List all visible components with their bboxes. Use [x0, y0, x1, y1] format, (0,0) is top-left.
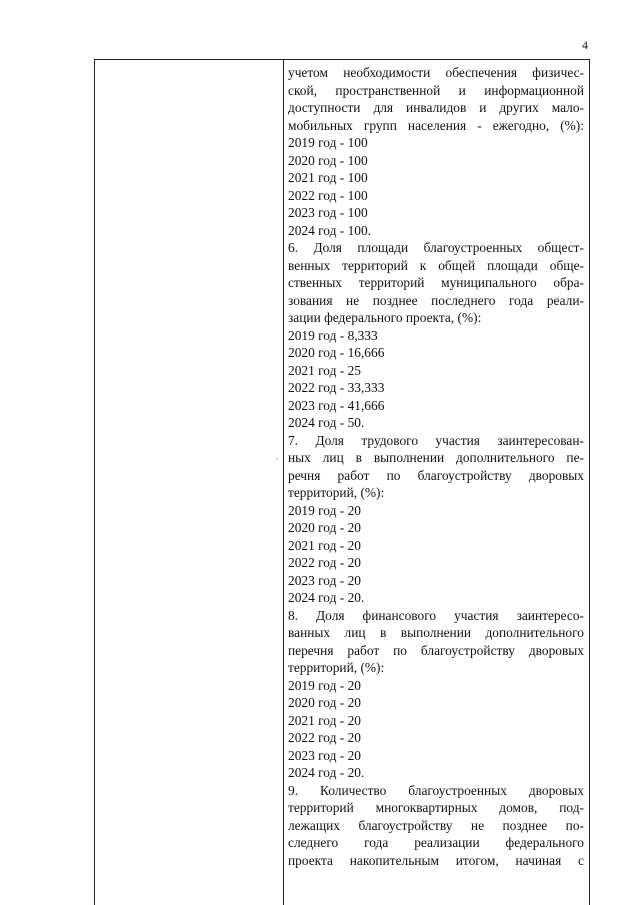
text-line: 2024 год - 100. [288, 222, 371, 238]
text-line: 2021 год - 20 [288, 712, 361, 728]
text-line: ской, пространственной и информационной [288, 82, 584, 98]
text-line: 2022 год - 100 [288, 187, 368, 203]
table-left-cell [95, 60, 284, 905]
text-line: 2019 год - 8,333 [288, 327, 378, 343]
text-line: 9. Количество благоустроенных дворовых [288, 782, 584, 798]
text-line: территорий многоквартирных домов, под- [288, 800, 584, 815]
text-line: 2019 год - 20 [288, 502, 361, 518]
text-line: 6. Доля площади благоустроенных общест- [288, 240, 584, 255]
text-line: ственных территорий муниципального обра- [288, 275, 584, 290]
text-line: перечня работ по благоустройству дворовых [288, 642, 584, 658]
text-line: 2020 год - 20 [288, 520, 361, 535]
text-line: 2023 год - 20 [288, 572, 361, 588]
text-line: речня работ по благоустройству дворовых [288, 467, 584, 483]
document-table [94, 59, 590, 905]
text-line: 2020 год - 16,666 [288, 345, 385, 360]
text-line: 2020 год - 100 [288, 152, 368, 168]
table-right-cell [285, 60, 589, 905]
text-line: 2020 год - 20 [288, 695, 361, 710]
text-line: следнего года реализации федерального [288, 835, 584, 850]
text-line: ных лиц в выполнении дополнительного пе- [288, 450, 584, 465]
text-line: 2019 год - 100 [288, 135, 368, 150]
text-line: 2021 год - 100 [288, 170, 368, 185]
text-line: 2022 год - 33,333 [288, 380, 385, 395]
text-line: мобильных групп населения - ежегодно, (%): [288, 117, 584, 133]
text-line: территорий, (%): [288, 660, 385, 675]
text-line: ванных лиц в выполнении дополнительного [288, 625, 584, 640]
text-line: 2024 год - 20. [288, 590, 365, 605]
text-line: 7. Доля трудового участия заинтересован- [288, 432, 584, 448]
scan-speck [276, 458, 278, 460]
text-line: 2023 год - 100 [288, 205, 368, 220]
text-line: территорий, (%): [288, 485, 385, 500]
text-line: учетом необходимости обеспечения физичес- [288, 65, 584, 80]
text-line: проекта накопительным итогом, начиная с [288, 852, 584, 868]
text-line: 2024 год - 20. [288, 765, 365, 780]
text-line: 2019 год - 20 [288, 677, 361, 693]
text-line: 2023 год - 41,666 [288, 397, 385, 413]
page-number: 4 [582, 38, 588, 52]
text-line: зования не позднее последнего года реали- [288, 292, 584, 308]
text-line: 8. Доля финансового участия заинтересо- [288, 607, 584, 623]
text-line: доступности для инвалидов и других мало- [288, 100, 584, 115]
text-line: лежащих благоустройству не позднее по- [288, 817, 584, 833]
text-line: 2024 год - 50. [288, 415, 365, 430]
text-line: 2021 год - 20 [288, 537, 361, 553]
text-line: 2021 год - 25 [288, 362, 361, 378]
text-line: 2022 год - 20 [288, 730, 361, 745]
text-line: 2023 год - 20 [288, 747, 361, 763]
text-line: зации федерального проекта, (%): [288, 310, 482, 325]
text-line: венных территорий к общей площади обще- [288, 257, 584, 273]
text-line: 2022 год - 20 [288, 555, 361, 570]
